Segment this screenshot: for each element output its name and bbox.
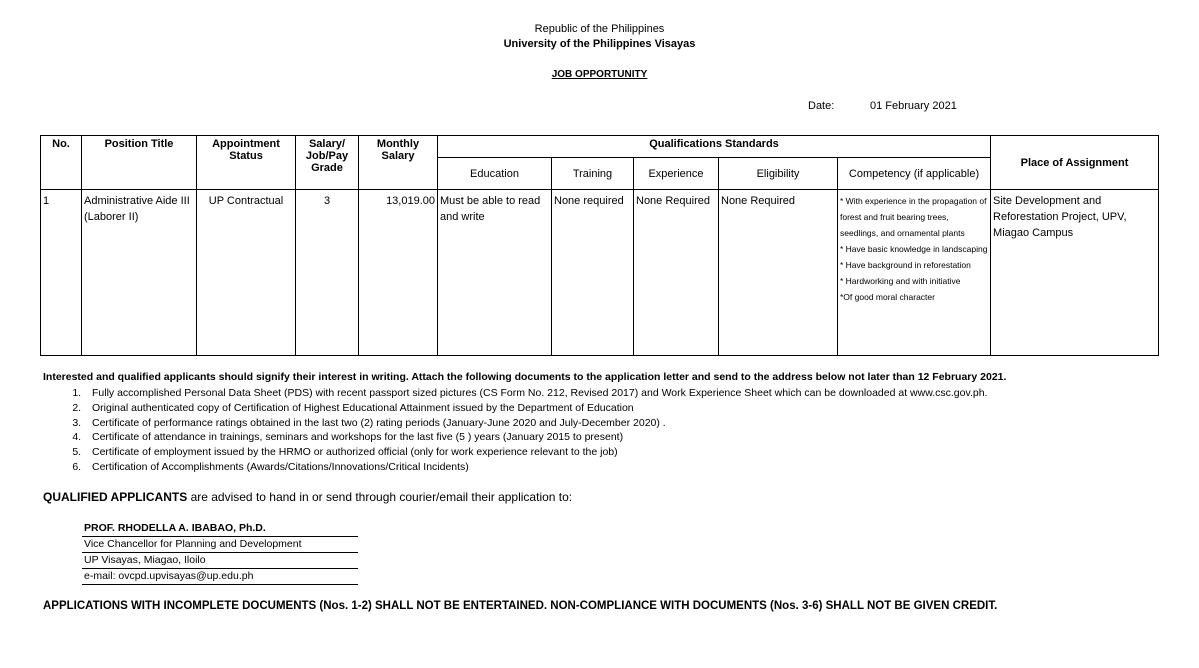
cell-experience: None Required — [634, 190, 719, 356]
sub-experience: Experience — [634, 158, 719, 190]
instructions-intro: Interested and qualified applicants should signify their interest in writing. Attach the following documents to the application letter and send to the address below not later than 12 February 2021. — [43, 371, 1007, 383]
cell-education: Must be able to read and write — [438, 190, 552, 356]
competency-item: * Hardworking and with initiative — [840, 276, 961, 286]
col-position-title: Position Title — [82, 136, 197, 190]
requirement-item: 1. Fully accomplished Personal Data Sheet (PDS) with recent passport sized pictures (CS Form No. 212, Revised 2017) and Work Experience Sheet which can be downloaded at www.csc.gov.ph. — [84, 386, 987, 401]
sub-competency: Competency (if applicable) — [838, 158, 991, 190]
requirement-item: 2. Original authenticated copy of Certification of Highest Educational Attainment issued by the Department of Education — [84, 401, 987, 416]
qualified-applicants-text: are advised to hand in or send through courier/email their application to: — [187, 490, 573, 504]
col-salary-grade: Salary/ Job/Pay Grade — [296, 136, 359, 190]
cell-training: None required — [552, 190, 634, 356]
university-name: University of the Philippines Visayas — [503, 38, 696, 50]
contact-position: Vice Chancellor for Planning and Development — [82, 537, 358, 553]
republic-line: Republic of the Philippines — [534, 23, 665, 35]
qualified-applicants-note — [43, 490, 572, 504]
requirement-item: 5. Certificate of employment issued by the HRMO or authorized official (only for work experience relevant to the job) — [84, 445, 987, 460]
col-qualifications: Qualifications Standards — [438, 136, 991, 158]
cell-eligibility: None Required — [719, 190, 838, 356]
col-place-of-assignment: Place of Assignment — [991, 136, 1159, 190]
table-row — [41, 190, 1159, 356]
sub-training: Training — [552, 158, 634, 190]
job-table — [40, 135, 1159, 356]
cell-monthly: 13,019.00 — [359, 190, 438, 356]
competency-item: *Of good moral character — [840, 292, 935, 302]
footer-notice: APPLICATIONS WITH INCOMPLETE DOCUMENTS (Nos. 1-2) SHALL NOT BE ENTERTAINED. NON-COMPLIANCE WITH DOCUMENTS (Nos. 3-6) SHALL NOT BE GIVEN CREDIT. — [43, 600, 998, 612]
sub-eligibility: Eligibility — [719, 158, 838, 190]
col-no: No. — [41, 136, 82, 190]
requirement-item: 6. Certification of Accomplishments (Awards/Citations/Innovations/Critical Incidents) — [84, 460, 987, 475]
competency-item: * Have background in reforestation — [840, 260, 971, 270]
sub-education: Education — [438, 158, 552, 190]
contact-name: PROF. RHODELLA A. IBABAO, Ph.D. — [82, 521, 358, 537]
cell-no: 1 — [41, 190, 82, 356]
requirement-item: 4. Certificate of attendance in trainings, seminars and workshops for the last five (5 ) years (January 2015 to present) — [84, 430, 987, 445]
contact-email: e-mail: ovcpd.upvisayas@up.edu.ph — [82, 569, 358, 585]
contact-block — [82, 521, 358, 585]
cell-position: Administrative Aide III (Laborer II) — [82, 190, 197, 356]
date-label: Date: — [808, 100, 835, 112]
contact-address: UP Visayas, Miagao, Iloilo — [82, 553, 358, 569]
cell-grade: 3 — [296, 190, 359, 356]
requirement-item: 3. Certificate of performance ratings obtained in the last two (2) rating periods (January-June 2020 and July-December 2020) . — [84, 416, 987, 431]
col-monthly-salary: Monthly Salary — [359, 136, 438, 190]
requirements-list — [36, 386, 987, 475]
cell-place: Site Development and Reforestation Project, UPV, Miagao Campus — [991, 190, 1159, 356]
competency-item: * With experience in the propagation of forest and fruit bearing trees, seedlings, and ornamental plants — [840, 196, 987, 238]
date-value: 01 February 2021 — [870, 100, 957, 112]
qualified-applicants-label: QUALIFIED APPLICANTS — [43, 490, 188, 504]
col-appointment-status: Appointment Status — [197, 136, 296, 190]
competency-item: * Have basic knowledge in landscaping — [840, 244, 988, 254]
page-title: JOB OPPORTUNITY — [551, 69, 648, 80]
cell-appointment: UP Contractual — [197, 190, 296, 356]
cell-competency — [838, 190, 991, 356]
